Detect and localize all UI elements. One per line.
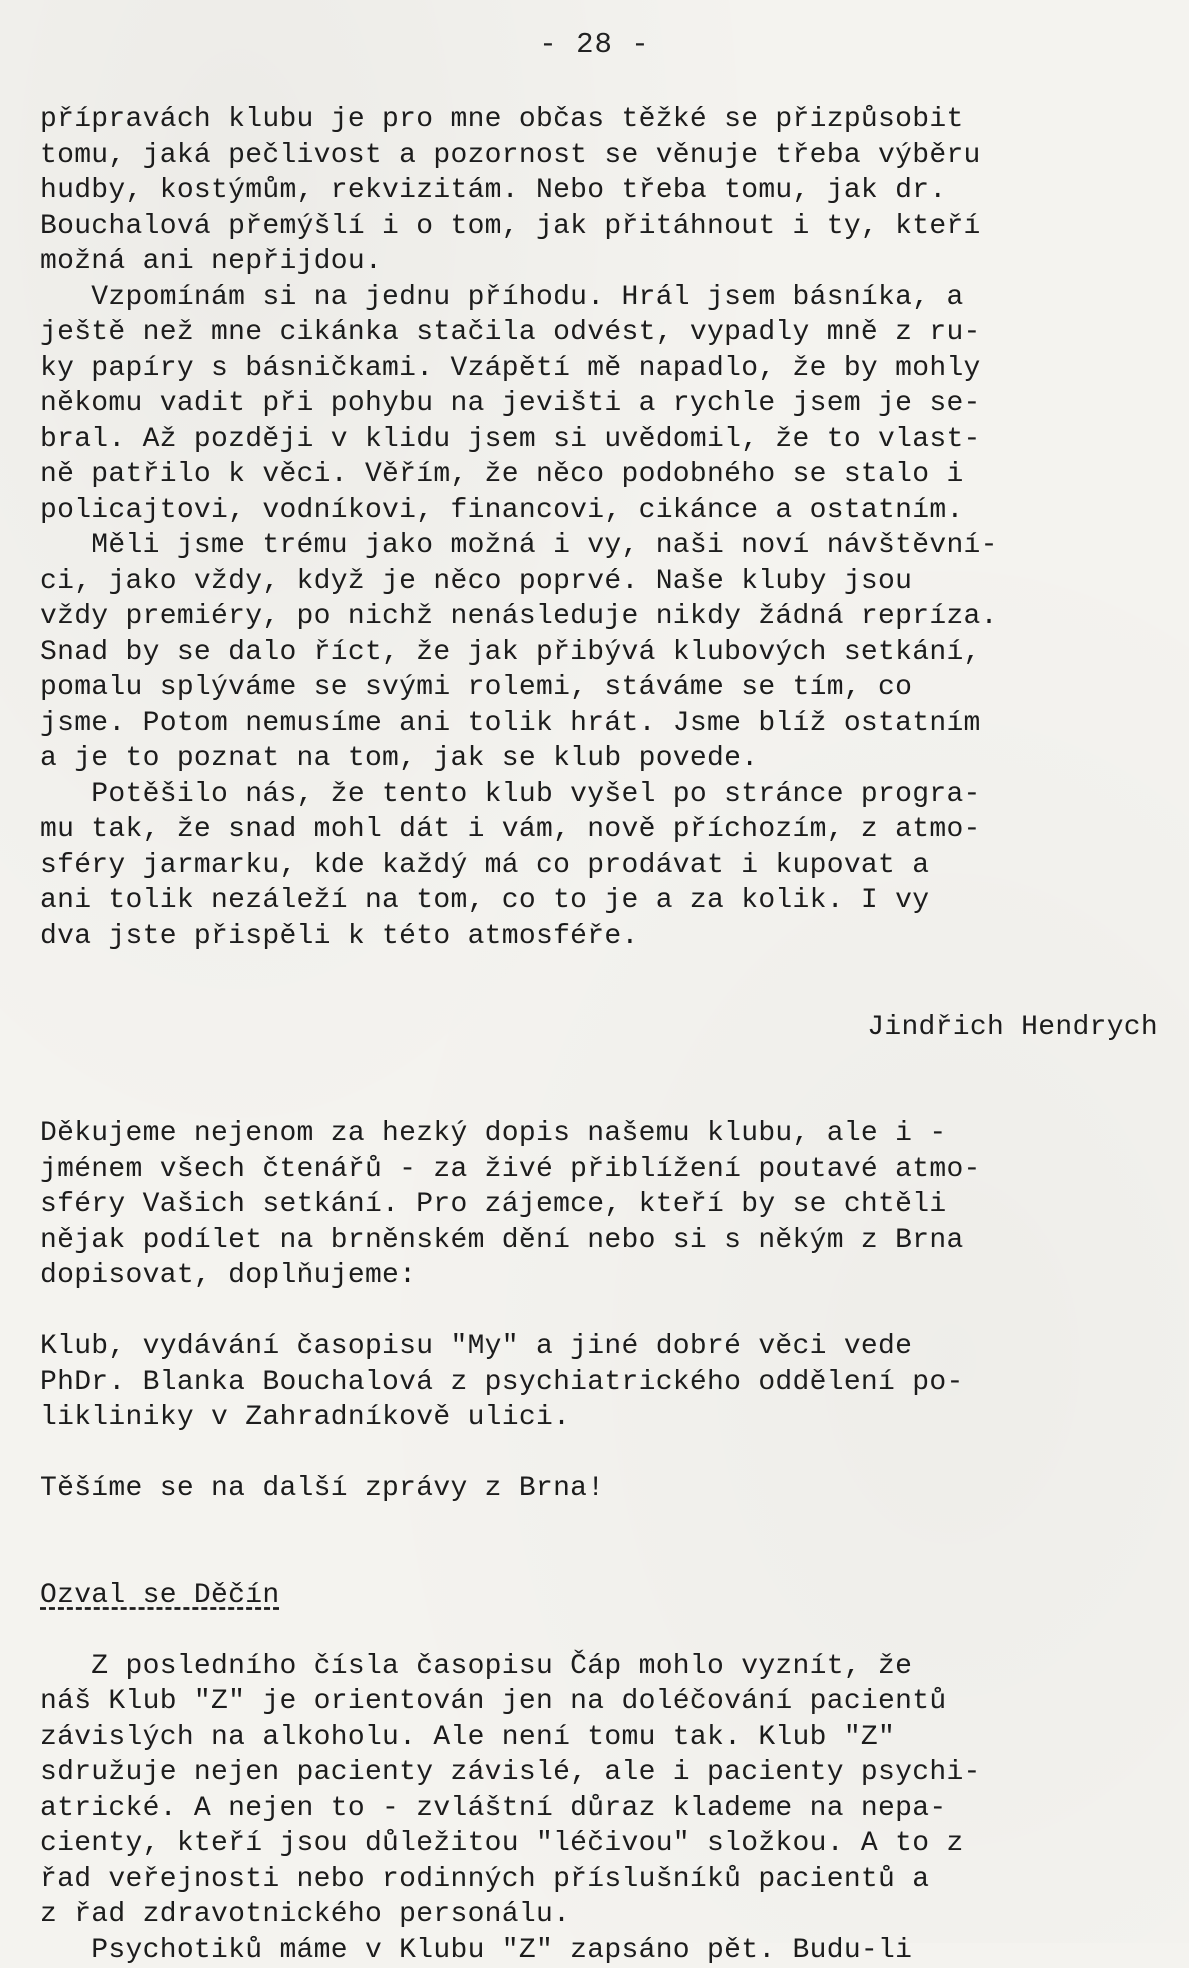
text-line: tomu, jaká pečlivost a pozornost se věnuje třeba výběru <box>40 138 1160 174</box>
spacer <box>40 1613 1160 1649</box>
text-line: Těšíme se na další zprávy z Brna! <box>40 1471 1160 1507</box>
text-line: sféry jarmarku, kde každý má co prodávat i kupovat a <box>40 848 1160 884</box>
text-line: Z posledního čísla časopisu Čáp mohlo vyznít, že <box>40 1649 1160 1685</box>
text-line: Psychotiků máme v Klubu "Z" zapsáno pět. Budu-li <box>40 1933 1160 1968</box>
text-line: pomalu splýváme se svými rolemi, stáváme se tím, co <box>40 670 1160 706</box>
text-line: dopisovat, doplňujeme: <box>40 1258 1160 1294</box>
text-line: nějak podílet na brněnském dění nebo si s někým z Brna <box>40 1223 1160 1259</box>
text-line: ně patřilo k věci. Věřím, že něco podobného se stalo i <box>40 457 1160 493</box>
page-number: - 28 - <box>0 28 1189 61</box>
text-line: sféry Vašich setkání. Pro zájemce, kteří by se chtěli <box>40 1187 1160 1223</box>
text-line: Vzpomínám si na jednu příhodu. Hrál jsem básníka, a <box>40 280 1160 316</box>
decin-section <box>40 1578 1160 1968</box>
text-line: vždy premiéry, po nichž nenásleduje nikdy žádná repríza. <box>40 599 1160 635</box>
text-line: Děkujeme nejenom za hezký dopis našemu klubu, ale i - <box>40 1116 1160 1152</box>
text-line: policajtovi, vodníkovi, financovi, cikánce a ostatním. <box>40 493 1160 529</box>
text-line: hudby, kostýmům, rekvizitám. Nebo třeba tomu, jak dr. <box>40 173 1160 209</box>
spacer <box>40 1542 1160 1578</box>
document-body <box>40 102 1160 1968</box>
text-line: jménem všech čtenářů - za živé přiblížení poutavé atmo- <box>40 1152 1160 1188</box>
text-line <box>40 1294 1160 1330</box>
section-heading: Ozval se Děčín <box>40 1578 1160 1614</box>
text-line: cienty, kteří jsou důležitou "léčivou" složkou. A to z <box>40 1826 1160 1862</box>
text-line: Bouchalová přemýšlí i o tom, jak přitáhnout i ty, kteří <box>40 209 1160 245</box>
author-signature: Jindřich Hendrych <box>40 1010 1160 1046</box>
spacer <box>40 954 1160 990</box>
text-line: sdružuje nejen pacienty závislé, ale i pacienty psychi- <box>40 1755 1160 1791</box>
text-line: ky papíry s básničkami. Vzápětí mě napadlo, že by mohly <box>40 351 1160 387</box>
text-line: ani tolik nezáleží na tom, co to je a za kolik. I vy <box>40 883 1160 919</box>
text-line: dva jste přispěli k této atmosféře. <box>40 919 1160 955</box>
text-line: ještě než mne cikánka stačila odvést, vypadly mně z ru- <box>40 315 1160 351</box>
text-line: atrické. A nejen to - zvláštní důraz klademe na nepa- <box>40 1791 1160 1827</box>
text-line: Snad by se dalo říct, že jak přibývá klubových setkání, <box>40 635 1160 671</box>
text-line: náš Klub "Z" je orientován jen na doléčování pacientů <box>40 1684 1160 1720</box>
text-line: jsme. Potom nemusíme ani tolik hrát. Jsme blíž ostatním <box>40 706 1160 742</box>
text-line: z řad zdravotnického personálu. <box>40 1897 1160 1933</box>
text-line: Klub, vydávání časopisu "My" a jiné dobré věci vede <box>40 1329 1160 1365</box>
letter-section <box>40 102 1160 1116</box>
text-line: likliniky v Zahradníkově ulici. <box>40 1400 1160 1436</box>
text-line: přípravách klubu je pro mne občas těžké se přizpůsobit <box>40 102 1160 138</box>
text-line: ci, jako vždy, když je něco poprvé. Naše kluby jsou <box>40 564 1160 600</box>
text-line: PhDr. Blanka Bouchalová z psychiatrického oddělení po- <box>40 1365 1160 1401</box>
text-line: řad veřejnosti nebo rodinných příslušníků pacientů a <box>40 1862 1160 1898</box>
editor-reply-section <box>40 1116 1160 1578</box>
text-line <box>40 1436 1160 1472</box>
text-line: mu tak, že snad mohl dát i vám, nově příchozím, z atmo- <box>40 812 1160 848</box>
spacer <box>40 1045 1160 1081</box>
text-line: možná ani nepřijdou. <box>40 244 1160 280</box>
spacer <box>40 1507 1160 1543</box>
text-line: Měli jsme trému jako možná i vy, naši noví návštěvní- <box>40 528 1160 564</box>
text-line: a je to poznat na tom, jak se klub povede. <box>40 741 1160 777</box>
text-line: závislých na alkoholu. Ale není tomu tak. Klub "Z" <box>40 1720 1160 1756</box>
text-line: bral. Až později v klidu jsem si uvědomil, že to vlast- <box>40 422 1160 458</box>
text-line: někomu vadit při pohybu na jevišti a rychle jsem je se- <box>40 386 1160 422</box>
spacer <box>40 1081 1160 1117</box>
text-line: Potěšilo nás, že tento klub vyšel po stránce progra- <box>40 777 1160 813</box>
